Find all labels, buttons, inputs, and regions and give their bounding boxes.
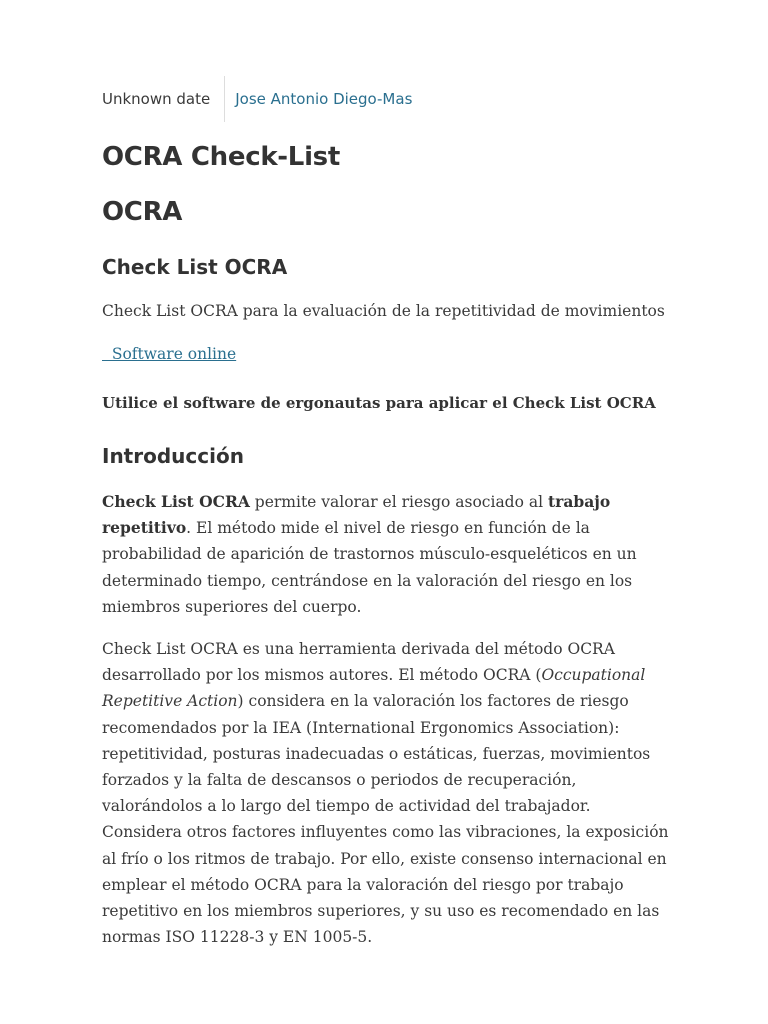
publish-date: Unknown date <box>102 76 225 122</box>
section-subtitle: Check List OCRA <box>102 255 288 279</box>
intro-heading: Introducción <box>102 444 244 468</box>
author-link[interactable]: Jose Antonio Diego-Mas <box>235 90 413 108</box>
lead-text: Check List OCRA para la evaluación de la repetitividad de movimientos <box>102 302 665 320</box>
intro-paragraph-1 <box>102 489 672 620</box>
intro-paragraph-2 <box>102 636 672 950</box>
software-online-link[interactable]: Software online <box>102 345 237 363</box>
strong-trabajo-repetitivo: trabajo repetitivo <box>102 492 611 538</box>
article-meta <box>102 76 412 122</box>
em-occupational-repetitive-action: Occupational Repetitive Action <box>102 666 646 711</box>
para2-text-2: ) considera en la valoración los factores de riesgo recomendados por la IEA (International Ergonomics Association): repetitividad, posturas inadecuadas o estáticas, fuerzas, movimientos forzados y la falta de descansos o periodos de recuperación, valorándolos a lo largo del tiempo de actividad del trabajador. Considera otros factores influyentes como las vibraciones, la exposición al frío o los ritmos de trabajo. Por ello, existe consenso internacional en emplear el método OCRA para la valoración del riesgo por trabajo repetitivo en los miembros superiores, y su uso es recomendado en las normas ISO 11228-3 y EN 1005-5. <box>102 692 669 947</box>
page-title: OCRA Check-List <box>102 142 340 172</box>
para1-text-1: permite valorar el riesgo asociado al <box>249 493 548 511</box>
para2-text-1: Check List OCRA es una herramienta derivada del método OCRA desarrollado por los mismos autores. El método OCRA ( <box>102 640 615 685</box>
page-title-short: OCRA <box>102 197 183 227</box>
para1-text-2: . El método mide el nivel de riesgo en función de la probabilidad de aparición de trastornos músculo-esqueléticos en un determinado tiempo, centrándose en la valoración del riesgo en los miembros superiores del cuerpo. <box>102 519 637 616</box>
strong-check-list-ocra: Check List OCRA <box>102 492 250 511</box>
software-callout: Utilice el software de ergonautas para aplicar el Check List OCRA <box>102 394 656 412</box>
